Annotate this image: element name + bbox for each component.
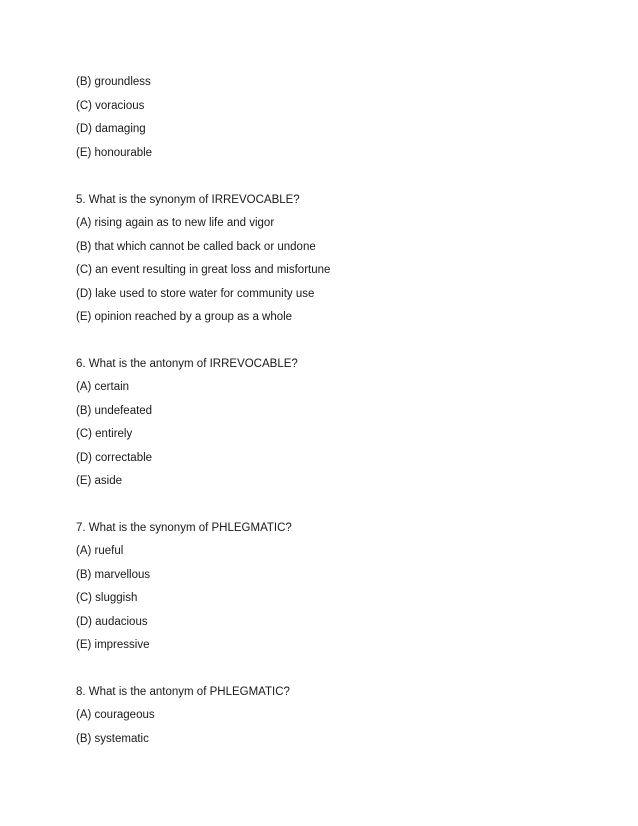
option-line: (B) groundless [76, 76, 151, 88]
option-line: (B) that which cannot be called back or undone [76, 241, 316, 253]
option-line: (A) courageous [76, 709, 155, 721]
question-line: 5. What is the synonym of IRREVOCABLE? [76, 194, 300, 206]
option-line: (E) honourable [76, 147, 153, 159]
option-line: (D) damaging [76, 123, 146, 135]
question-line: 7. What is the synonym of PHLEGMATIC? [76, 522, 292, 534]
option-line: (B) undefeated [76, 405, 153, 417]
option-line: (C) entirely [76, 428, 133, 440]
option-line: (A) rueful [76, 545, 124, 557]
option-line: (C) voracious [76, 100, 145, 112]
option-line: (B) marvellous [76, 569, 151, 581]
question-line: 6. What is the antonym of IRREVOCABLE? [76, 358, 298, 370]
option-line: (C) sluggish [76, 592, 138, 604]
option-line: (E) aside [76, 475, 123, 487]
question-line: 8. What is the antonym of PHLEGMATIC? [76, 686, 290, 698]
option-line: (A) rising again as to new life and vigor [76, 217, 275, 229]
option-line: (C) an event resulting in great loss and misfortune [76, 264, 331, 276]
option-line: (E) impressive [76, 639, 150, 651]
option-line: (E) opinion reached by a group as a whole [76, 311, 293, 323]
option-line: (A) certain [76, 381, 130, 393]
option-line: (D) audacious [76, 616, 148, 628]
option-line: (D) correctable [76, 452, 153, 464]
option-line: (D) lake used to store water for community use [76, 288, 315, 300]
option-line: (B) systematic [76, 733, 149, 745]
